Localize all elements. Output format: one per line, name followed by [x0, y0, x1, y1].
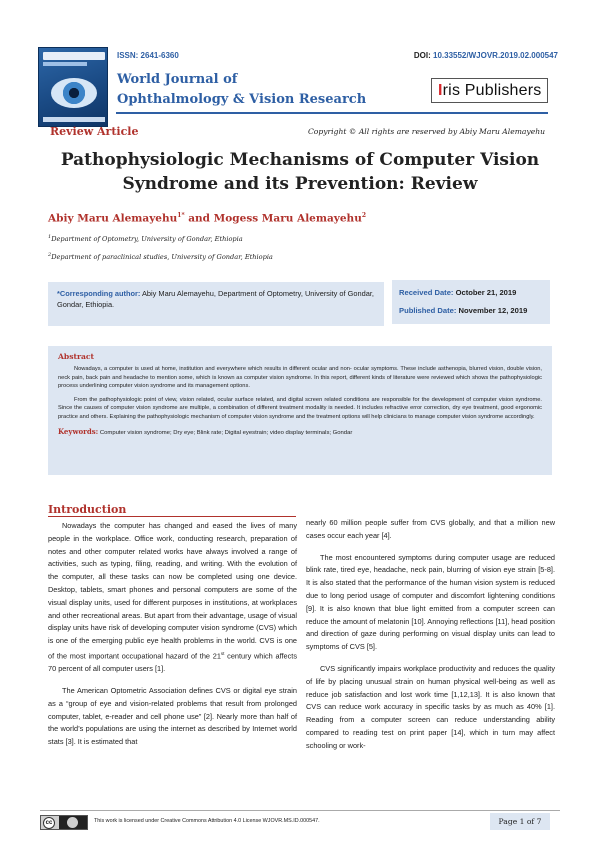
body-paragraph: The American Optometric Association defines CVS or digital eye strain as a “group of eye and vision-related problems that result from prolonged computer, tablet, e-reader and cell phone use” [2]. Nearly more than half of the world’s populations are using the internet as described by Internet world stats [3]. It is estimated that — [48, 686, 297, 747]
affiliation-1-marker: 1 — [48, 234, 52, 240]
published-date-label: Published Date: — [399, 306, 457, 315]
eye-icon — [51, 78, 97, 108]
body-paragraph — [48, 520, 297, 676]
author-2: Mogess Maru Alemayehu — [213, 212, 362, 225]
publisher-logo-text: ris Publishers — [442, 82, 542, 99]
published-date-value: November 12, 2019 — [456, 306, 528, 315]
page-number: Page 1 of 7 — [490, 813, 550, 830]
header-divider — [116, 112, 548, 114]
author-1: Abiy Maru Alemayehu — [48, 212, 178, 225]
doi — [414, 51, 558, 60]
affiliation-1 — [48, 234, 243, 243]
abstract-heading: Abstract — [58, 352, 95, 361]
abstract-box — [48, 346, 552, 475]
author-2-marker: 2 — [361, 212, 367, 219]
corresponding-author-text: Abiy Maru Alemayehu, Department of Optometry, University of Gondar, Gondar, Ethiopia. — [57, 289, 374, 309]
abstract-paragraph-1: Nowadays, a computer is used at home, institution and everywhere which results in different ocular and non- ocular symptoms. These include asthenopia, blurred vision, double vision, neck pain, back pain and headache to mention some, which is known as computer vision syndrome. In this report, different kinds of literature were reviewed which shows the pathophysiologic process underlining computer vision syndrome and its management options. — [58, 366, 542, 390]
article-title-line-2: Syndrome and its Prevention: Review — [122, 174, 478, 194]
abstract-paragraph-2: From the pathophysiologic point of view, vision related, ocular surface related, and digital screen related conditions are responsible for the development of computer vision syndrome. Since the causes of computer vision syndrome are multiple, a combination of different treatment modality is needed. It includes refractive error correction, dry eye treatment, good ergonomic practice and others. Explaining the pathophysiologic mechanism of computer vision syndrome and the treatment options will help clinicians to manage computer vision syndrome accordingly. — [58, 396, 542, 420]
published-date — [399, 302, 543, 320]
received-date-value: October 21, 2019 — [453, 288, 517, 297]
keywords-text: Computer vision syndrome; Dry eye; Blink rate; Digital eyestrain; video display terminals; Gondar — [98, 429, 353, 436]
affiliation-2-marker: 2 — [48, 252, 52, 258]
cover-subtitle-band — [43, 62, 87, 66]
publisher-logo — [431, 78, 548, 103]
received-date-label: Received Date: — [399, 288, 454, 297]
publisher-logo-initial: I — [438, 82, 443, 99]
authors-conjunction: and — [184, 212, 214, 225]
body-paragraph-continued: nearly 60 million people suffer from CVS globally, and that a million new cases occur each year [4]. — [306, 518, 555, 540]
article-type: Review Article — [50, 125, 139, 138]
cover-footer-band — [43, 117, 105, 122]
doi-label: DOI: — [413, 51, 431, 60]
journal-name-line-2: Ophthalmology & Vision Research — [117, 92, 367, 107]
journal-cover-thumbnail — [38, 47, 108, 127]
affiliation-1-text: Department of Optometry, University of Gondar, Ethiopia — [51, 235, 243, 244]
footer-divider — [40, 810, 560, 811]
dates-box — [392, 280, 550, 324]
journal-name — [117, 70, 366, 110]
body-paragraph-text-end: century which affects 70 percent of all computer users [1]. — [48, 651, 297, 674]
authors — [48, 212, 366, 225]
keywords-label: Keywords: — [58, 426, 99, 436]
introduction-heading: Introduction — [48, 503, 127, 516]
body-paragraph-text: Nowadays the computer has changed and eased the lives of many people in the workplace. Office work, conducting research, preparation of notes and other computer related works have always involved a range of activities, such as typing, filing, reading, and writing. With the evolution of the computer, all these tasks can now be completed using one device. Desktop, tablets, smart phones and personal computers are some of the visual display units, used for different purposes in institutions, at workplaces and other recreational areas. But apart from their advantage, usage of visual display units have risk of developing computer vision syndrome (CVS) which is one of the emerging public eye health problems in the world. CVS is one of the most important occupational hazard of the 21 — [48, 521, 297, 661]
attribution-person-icon — [67, 817, 78, 828]
body-column-left — [48, 520, 297, 758]
issn: ISSN: 2641-6360 — [117, 51, 179, 60]
affiliation-2-text: Department of paraclinical studies, University of Gondar, Ethiopia — [51, 253, 273, 262]
article-title — [40, 148, 560, 196]
cc-icon: cc — [43, 817, 55, 829]
copyright-notice: Copyright © All rights are reserved by Abiy Maru Alemayehu — [308, 127, 545, 136]
corresponding-author-box — [48, 282, 384, 326]
license-text: This work is licensed under Creative Commons Attribution 4.0 License WJOVR.MS.ID.000547. — [94, 818, 320, 824]
body-column-right — [306, 517, 555, 762]
doi-link[interactable]: 10.33552/WJOVR.2019.02.000547 — [433, 51, 558, 60]
body-paragraph: CVS significantly impairs workplace productivity and reduces the quality of life by placing unusual strain on human physical well-being as well as reduce job satisfaction and lost work time [1,12,13]. It is also known that CVS can reduce work accuracy in specific tasks by as much as 40% [1]. Reading from a computer screen can reduce understanding ability compared to reading test on print paper [14], which in turn may affect schooling or work- — [306, 663, 555, 750]
cover-title-band — [43, 52, 105, 60]
body-paragraph: The most encountered symptoms during computer usage are reduced blink rate, tired eye, headache, neck pain, blurring of vision eye strain [5-8]. It is also stated that the performance of the human vision system is reduced due to long period usage of computer and discomfort lightening conditions [9]. It is also known that blue light emitted from a computer screen can reduce the amount of melatonin [10]. Annoying reflections [11], head position and direction of gaze during performing on visual display units can lead to symptoms of CVS [5]. — [306, 552, 555, 652]
ordinal-suffix: st — [220, 650, 225, 656]
cc-by-block — [59, 816, 87, 829]
received-date — [399, 284, 543, 302]
keywords — [58, 427, 542, 436]
affiliation-2 — [48, 252, 273, 261]
author-1-marker: 1* — [177, 212, 185, 219]
corresponding-author-label: *Corresponding author: — [57, 289, 141, 298]
introduction-divider — [48, 516, 296, 517]
article-title-line-1: Pathophysiologic Mechanisms of Computer Vision — [60, 150, 540, 170]
creative-commons-badge[interactable] — [40, 815, 88, 830]
journal-name-line-1: World Journal of — [117, 72, 238, 87]
